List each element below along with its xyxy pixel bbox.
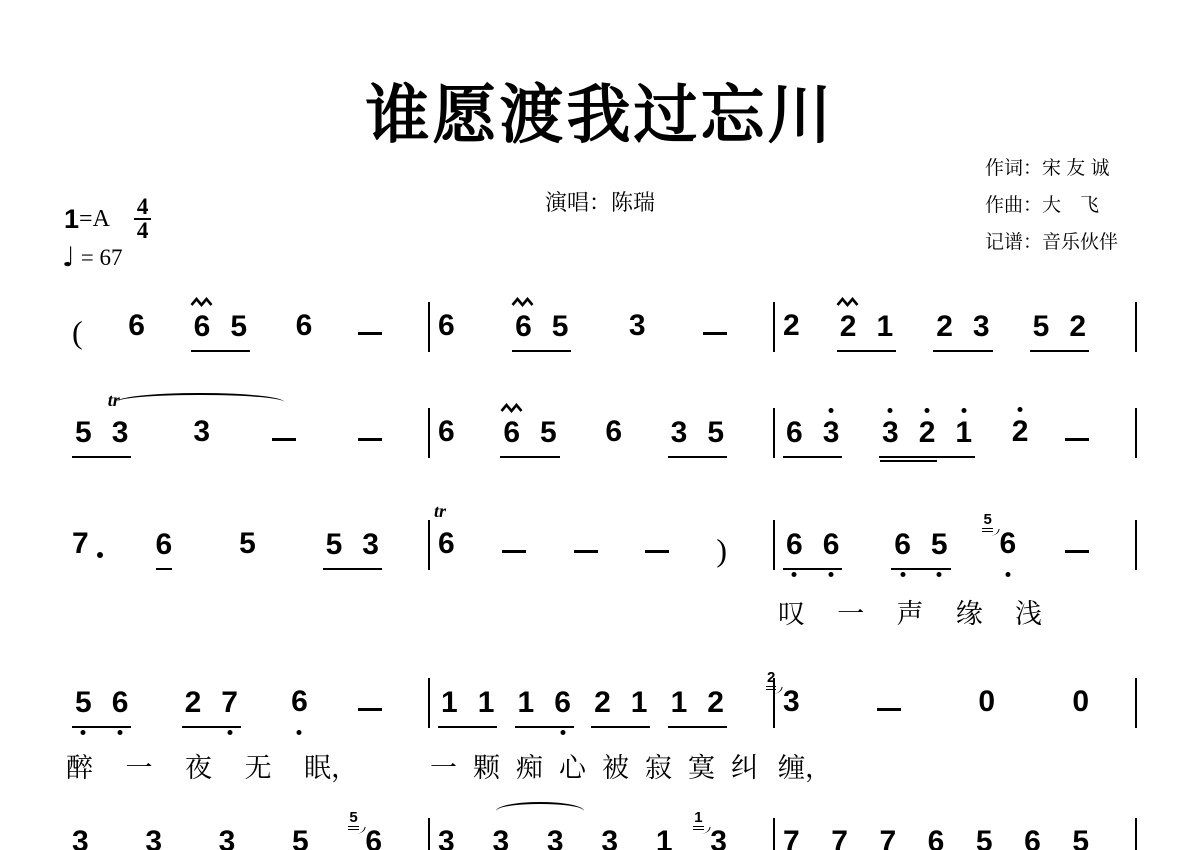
note bbox=[1069, 309, 1086, 347]
note bbox=[1032, 309, 1050, 347]
note bbox=[239, 529, 256, 570]
note-digit: 5 bbox=[291, 825, 309, 850]
note bbox=[193, 309, 211, 347]
beam-group bbox=[72, 685, 131, 729]
lyric-char: 叹 bbox=[778, 599, 805, 629]
beam-group bbox=[891, 527, 950, 571]
beam-group bbox=[933, 309, 992, 353]
note-digit: 6 bbox=[822, 527, 840, 561]
sixteenth-group bbox=[882, 415, 936, 453]
note-digit: 1 bbox=[630, 685, 648, 719]
note bbox=[75, 415, 92, 453]
note bbox=[503, 415, 520, 453]
octave-dot-low bbox=[792, 572, 797, 577]
credit-composer: 作曲：大 飞 bbox=[985, 195, 1100, 216]
note bbox=[1072, 827, 1089, 850]
note-digit: 2 bbox=[1069, 309, 1086, 343]
note bbox=[517, 685, 535, 723]
note-digit: 3 bbox=[72, 825, 89, 850]
note-digit: 6 bbox=[605, 415, 622, 448]
note-digit: 0 bbox=[1072, 685, 1089, 718]
note bbox=[656, 827, 673, 850]
note bbox=[438, 311, 455, 352]
octave-dot-low bbox=[560, 730, 565, 735]
octave-dot-low bbox=[900, 572, 905, 577]
note-digit: 7 bbox=[72, 527, 89, 560]
note-digit: 6 bbox=[438, 527, 455, 560]
note bbox=[879, 827, 896, 850]
note bbox=[492, 827, 509, 850]
time-signature bbox=[134, 196, 152, 242]
note-digit: 3 bbox=[546, 825, 564, 850]
note-digit: 6 bbox=[786, 527, 803, 561]
lyric-char: 一 bbox=[125, 753, 153, 783]
beam-group bbox=[438, 685, 497, 729]
note bbox=[155, 527, 173, 571]
note-digit: 6 bbox=[128, 309, 145, 342]
measure bbox=[775, 302, 1137, 352]
note-digit: 6 bbox=[193, 309, 211, 343]
note-digit: 1 bbox=[517, 685, 535, 719]
octave-dot-low bbox=[81, 730, 86, 735]
note bbox=[184, 685, 202, 723]
note-digit: 1 bbox=[441, 685, 458, 719]
lyrics-segment bbox=[430, 752, 758, 784]
note bbox=[629, 311, 646, 352]
dash-note bbox=[502, 550, 526, 554]
grace-note: 5 bbox=[348, 810, 358, 830]
beam-group bbox=[500, 415, 559, 459]
key-tonic-number: 1 bbox=[64, 203, 80, 234]
note bbox=[219, 827, 236, 850]
note-digit: 5 bbox=[707, 415, 724, 449]
octave-dot-low bbox=[829, 572, 834, 577]
note-digit: 5 bbox=[930, 527, 948, 561]
parenthesis: ( bbox=[72, 314, 83, 350]
measure bbox=[430, 501, 775, 570]
note bbox=[918, 415, 936, 453]
credit-notation: 记谱：音乐伙伴 bbox=[985, 232, 1119, 253]
measure bbox=[64, 302, 430, 352]
note-digit: 2 bbox=[594, 685, 611, 719]
note-digit: 6 bbox=[999, 527, 1017, 560]
dash-note bbox=[877, 708, 901, 712]
lyrics-segment bbox=[66, 752, 358, 784]
score-row bbox=[64, 302, 1137, 352]
lyrics-segment bbox=[778, 752, 856, 784]
note bbox=[594, 685, 611, 723]
note bbox=[107, 389, 129, 453]
note-digit: 7 bbox=[783, 825, 800, 850]
key-signature bbox=[64, 196, 151, 242]
lyric-char: 寞 bbox=[688, 753, 715, 783]
note bbox=[551, 309, 569, 347]
note-digit: 6 bbox=[515, 309, 532, 343]
dash-note bbox=[358, 708, 382, 712]
note bbox=[783, 827, 800, 850]
lyric-char: 醉 bbox=[66, 753, 93, 783]
note bbox=[972, 309, 990, 347]
lyric-char: 一 bbox=[430, 753, 457, 783]
mordent-icon bbox=[512, 297, 535, 307]
note-digit: 5 bbox=[540, 415, 557, 449]
time-signature-numerator: 4 bbox=[134, 196, 152, 220]
lyric-char: 颗 bbox=[473, 753, 500, 783]
note-digit: 5 bbox=[230, 309, 247, 343]
note-digit: 6 bbox=[503, 415, 520, 449]
note-digit: 5 bbox=[1032, 309, 1050, 343]
measure bbox=[430, 408, 775, 458]
note-digit: 6 bbox=[438, 309, 455, 342]
octave-dot-high bbox=[888, 408, 893, 413]
note-digit: 6 bbox=[111, 685, 129, 719]
lyric-char: 被 bbox=[602, 753, 629, 783]
lyric-char: 寂 bbox=[645, 753, 672, 783]
note bbox=[767, 669, 800, 728]
note bbox=[193, 417, 210, 458]
dash-note bbox=[574, 550, 598, 554]
tempo-value: = 67 bbox=[80, 244, 123, 270]
score-row bbox=[64, 669, 1137, 728]
note bbox=[955, 415, 973, 453]
note-digit: 1 bbox=[670, 685, 688, 719]
note-digit: 2 bbox=[184, 685, 202, 719]
note-digit: 3 bbox=[882, 415, 899, 449]
note-digit: 6 bbox=[365, 825, 382, 850]
measure bbox=[775, 408, 1137, 458]
octave-dot-high bbox=[961, 408, 966, 413]
score-row bbox=[64, 389, 1137, 458]
lyric-char: 眠， bbox=[304, 753, 358, 783]
note bbox=[438, 417, 455, 458]
quarter-note-icon: ♩ bbox=[62, 242, 75, 273]
note-digit: 3 bbox=[193, 415, 211, 448]
note-digit: 5 bbox=[75, 685, 92, 719]
note-digit: 6 bbox=[894, 527, 911, 561]
note bbox=[515, 309, 532, 347]
note-digit: 6 bbox=[295, 309, 313, 342]
note-digit: 5 bbox=[239, 527, 256, 560]
measure bbox=[430, 809, 775, 850]
octave-dot-low bbox=[1005, 572, 1010, 577]
note bbox=[1012, 417, 1029, 458]
note-digit: 5 bbox=[975, 825, 993, 850]
note-digit: 3 bbox=[601, 825, 619, 850]
time-signature-denominator: 4 bbox=[136, 218, 149, 243]
note-digit: 2 bbox=[783, 309, 800, 342]
note bbox=[822, 527, 840, 565]
note bbox=[72, 827, 89, 850]
note-digit: 3 bbox=[822, 415, 840, 449]
beam-group bbox=[668, 685, 727, 729]
beam-group bbox=[783, 527, 842, 571]
note-digit: 7 bbox=[221, 685, 238, 719]
credits-block bbox=[985, 150, 1118, 261]
note bbox=[547, 827, 564, 850]
lyric-char: 痴 bbox=[516, 753, 543, 783]
measure bbox=[775, 511, 1137, 570]
note-digit: 3 bbox=[492, 825, 510, 850]
note bbox=[349, 809, 382, 850]
lyric-char: 缠， bbox=[778, 753, 832, 783]
note bbox=[601, 827, 618, 850]
song-title: 谁愿渡我过忘川 bbox=[365, 80, 835, 151]
note bbox=[540, 415, 557, 453]
note-digit: 6 bbox=[155, 527, 173, 561]
note bbox=[983, 511, 1017, 570]
dash-note bbox=[645, 550, 669, 554]
lyric-char: 缘 bbox=[955, 599, 983, 629]
beam-group bbox=[515, 685, 574, 729]
parenthesis: ) bbox=[716, 532, 727, 568]
note-digit: 1 bbox=[477, 685, 495, 719]
grace-note: 5 bbox=[982, 512, 992, 532]
note-digit: 3 bbox=[438, 825, 455, 850]
mordent-icon bbox=[190, 297, 213, 307]
note bbox=[670, 685, 688, 723]
trill-icon: tr bbox=[434, 501, 447, 521]
lyrics-segment bbox=[778, 598, 1042, 630]
note-digit: 6 bbox=[554, 685, 571, 719]
note bbox=[128, 311, 145, 352]
note bbox=[882, 415, 899, 453]
mordent-icon bbox=[837, 297, 860, 307]
note-digit: 5 bbox=[1072, 825, 1089, 850]
note-digit: 3 bbox=[145, 825, 163, 850]
note-digit: 3 bbox=[362, 527, 379, 561]
note-digit: 2 bbox=[707, 685, 724, 719]
note-digit: 3 bbox=[783, 685, 800, 718]
note bbox=[936, 309, 953, 347]
note bbox=[75, 685, 92, 723]
note-digit: 3 bbox=[628, 309, 646, 342]
beam-group bbox=[668, 415, 727, 459]
note-digit: 2 bbox=[1011, 415, 1029, 448]
slur bbox=[116, 393, 284, 411]
note-digit: 3 bbox=[218, 825, 236, 850]
measure bbox=[775, 818, 1137, 850]
note bbox=[477, 685, 495, 723]
lyric-char: 心 bbox=[559, 753, 586, 783]
measure bbox=[430, 678, 775, 728]
beam-group bbox=[182, 685, 241, 729]
note-digit: 6 bbox=[438, 415, 455, 448]
beam-group bbox=[72, 389, 131, 459]
note-digit: 1 bbox=[876, 309, 894, 343]
note bbox=[230, 309, 247, 347]
beam-group bbox=[323, 527, 382, 571]
dash-note bbox=[1065, 438, 1089, 442]
note bbox=[221, 685, 238, 723]
note-digit: 0 bbox=[978, 685, 995, 718]
note-digit: 5 bbox=[551, 309, 569, 343]
octave-dot-high bbox=[1018, 407, 1023, 412]
note-digit: 7 bbox=[831, 825, 848, 850]
grace-note: 2 bbox=[766, 670, 776, 690]
note bbox=[441, 685, 458, 723]
note-digit: 1 bbox=[655, 825, 673, 850]
slur bbox=[496, 802, 584, 820]
octave-dot-low bbox=[118, 730, 123, 735]
note bbox=[839, 309, 857, 347]
tempo-marking bbox=[62, 242, 122, 273]
measure bbox=[64, 389, 430, 458]
octave-dot-low bbox=[297, 730, 302, 735]
octave-dot-high bbox=[925, 408, 930, 413]
key-tonic-letter: =A bbox=[79, 205, 110, 232]
note bbox=[362, 527, 379, 565]
note-digit: 6 bbox=[927, 825, 945, 850]
beam-group bbox=[783, 415, 842, 459]
measure bbox=[767, 669, 1137, 728]
lyric-char: 声 bbox=[896, 599, 924, 629]
lyric-char: 无 bbox=[244, 753, 272, 783]
note bbox=[783, 311, 800, 352]
grace-note: 1 bbox=[693, 810, 703, 830]
note bbox=[630, 685, 648, 723]
note bbox=[291, 687, 308, 728]
dash-note bbox=[358, 438, 382, 442]
note-digit: 2 bbox=[839, 309, 857, 343]
note-digit: 7 bbox=[879, 825, 897, 850]
beam-group bbox=[1030, 309, 1089, 353]
note-digit: 6 bbox=[291, 685, 308, 718]
note bbox=[296, 311, 313, 352]
note bbox=[694, 809, 727, 850]
note bbox=[928, 827, 945, 850]
note bbox=[707, 415, 724, 453]
dash-note bbox=[358, 332, 382, 336]
note-digit: 3 bbox=[710, 825, 727, 850]
note bbox=[786, 527, 803, 565]
note bbox=[605, 417, 622, 458]
duration-dot bbox=[97, 552, 103, 558]
dash-note bbox=[272, 438, 296, 442]
beam-group bbox=[191, 309, 250, 353]
measure bbox=[64, 809, 430, 850]
note bbox=[292, 827, 309, 850]
octave-dot-high bbox=[829, 408, 834, 413]
note bbox=[434, 501, 455, 570]
note-digit: 6 bbox=[1024, 825, 1041, 850]
note bbox=[1024, 827, 1041, 850]
score-row bbox=[64, 809, 1137, 850]
note bbox=[894, 527, 911, 565]
note bbox=[976, 827, 993, 850]
beam-group bbox=[837, 309, 896, 353]
note bbox=[831, 827, 848, 850]
note-digit: 2 bbox=[918, 415, 936, 449]
singer-line: 演唱：陈瑞 bbox=[544, 190, 655, 215]
note-digit: 3 bbox=[111, 415, 129, 449]
score-row bbox=[64, 501, 1137, 570]
note bbox=[72, 529, 89, 570]
note-digit: 3 bbox=[972, 309, 990, 343]
note bbox=[325, 527, 343, 565]
note bbox=[930, 527, 948, 565]
dash-note bbox=[1065, 550, 1089, 554]
note-digit: 5 bbox=[325, 527, 343, 561]
note bbox=[145, 827, 162, 850]
measure bbox=[430, 302, 775, 352]
measure bbox=[64, 678, 430, 728]
note bbox=[554, 685, 571, 723]
note-digit: 6 bbox=[786, 415, 803, 449]
lyric-char: 纠 bbox=[731, 753, 758, 783]
note bbox=[876, 309, 894, 347]
note-digit: 5 bbox=[75, 415, 92, 449]
beam-group bbox=[879, 415, 975, 459]
octave-dot-low bbox=[937, 572, 942, 577]
note bbox=[438, 827, 455, 850]
dash-note bbox=[703, 332, 727, 336]
lyric-char: 一 bbox=[837, 599, 865, 629]
note-digit: 2 bbox=[936, 309, 953, 343]
note bbox=[707, 685, 724, 723]
octave-dot-low bbox=[227, 730, 232, 735]
note bbox=[978, 687, 995, 728]
beam-group bbox=[591, 685, 650, 729]
lyric-char: 浅 bbox=[1015, 599, 1042, 629]
note bbox=[1072, 687, 1089, 728]
trill-icon: tr bbox=[107, 389, 120, 410]
note bbox=[822, 415, 840, 453]
note-digit: 3 bbox=[670, 415, 688, 449]
mordent-icon bbox=[500, 403, 523, 413]
lyric-char: 夜 bbox=[185, 753, 212, 783]
measure bbox=[64, 520, 430, 570]
note bbox=[670, 415, 688, 453]
note bbox=[786, 415, 803, 453]
note-digit: 1 bbox=[955, 415, 973, 449]
note bbox=[111, 685, 129, 723]
beam-group bbox=[512, 309, 571, 353]
credit-lyricist: 作词：宋 友 诚 bbox=[985, 158, 1110, 179]
